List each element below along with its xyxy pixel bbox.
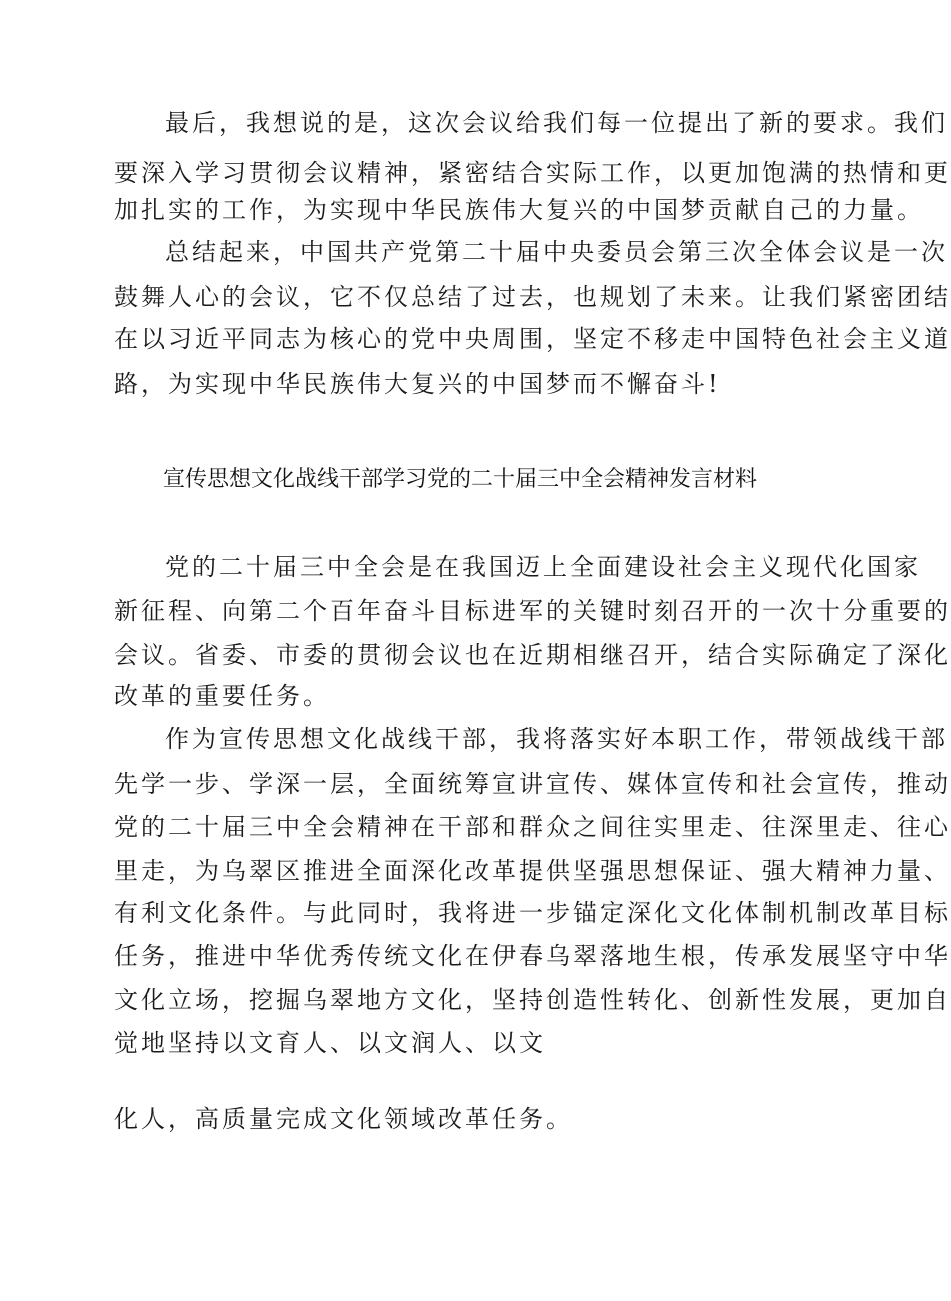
paragraph-line: 党的二十届三中全会是在我国迈上全面建设社会主义现代化国家 (165, 553, 921, 581)
paragraph-line: 有利文化条件。与此同时，我将进一步锚定深化文化体制机制改革目标 (114, 899, 951, 927)
paragraph-line: 先学一步、学深一层，全面统筹宣讲宣传、媒体宣传和社会宣传，推动 (114, 770, 951, 798)
paragraph-line: 最后，我想说的是，这次会议给我们每一位提出了新的要求。我们 (165, 109, 948, 137)
paragraph-line: 加扎实的工作，为实现中华民族伟大复兴的中国梦贡献自己的力量。 (114, 196, 924, 224)
article-title: 宣传思想文化战线干部学习党的二十届三中全会精神发言材料 (162, 467, 757, 492)
paragraph-line: 新征程、向第二个百年奋斗目标进军的关键时刻召开的一次十分重要的 (114, 597, 951, 625)
paragraph-line: 路，为实现中华民族伟大复兴的中国梦而不懈奋斗! (114, 370, 721, 398)
paragraph-line: 任务，推进中华优秀传统文化在伊春乌翠落地生根，传承发展坚守中华 (114, 942, 951, 970)
paragraph-line: 改革的重要任务。 (114, 682, 330, 710)
paragraph-line: 要深入学习贯彻会议精神，紧密结合实际工作，以更加饱满的热情和更 (114, 159, 951, 187)
paragraph-line: 作为宣传思想文化战线干部，我将落实好本职工作，带领战线干部 (165, 725, 948, 753)
paragraph-line: 觉地坚持以文育人、以文润人、以文 (114, 1029, 546, 1057)
paragraph-line: 总结起来，中国共产党第二十届中央委员会第三次全体会议是一次 (165, 238, 948, 266)
paragraph-line: 化人，高质量完成文化领域改革任务。 (114, 1105, 573, 1133)
paragraph-line: 里走，为乌翠区推进全面深化改革提供坚强思想保证、强大精神力量、 (114, 857, 951, 885)
paragraph-line: 鼓舞人心的会议，它不仅总结了过去，也规划了未来。让我们紧密团结 (114, 283, 951, 311)
paragraph-line: 在以习近平同志为核心的党中央周围，坚定不移走中国特色社会主义道 (114, 325, 951, 353)
paragraph-line: 会议。省委、市委的贯彻会议也在近期相继召开，结合实际确定了深化 (114, 641, 951, 669)
paragraph-line: 文化立场，挖掘乌翠地方文化，坚持创造性转化、创新性发展，更加自 (114, 986, 951, 1014)
paragraph-line: 党的二十届三中全会精神在干部和群众之间往实里走、往深里走、往心 (114, 813, 951, 841)
